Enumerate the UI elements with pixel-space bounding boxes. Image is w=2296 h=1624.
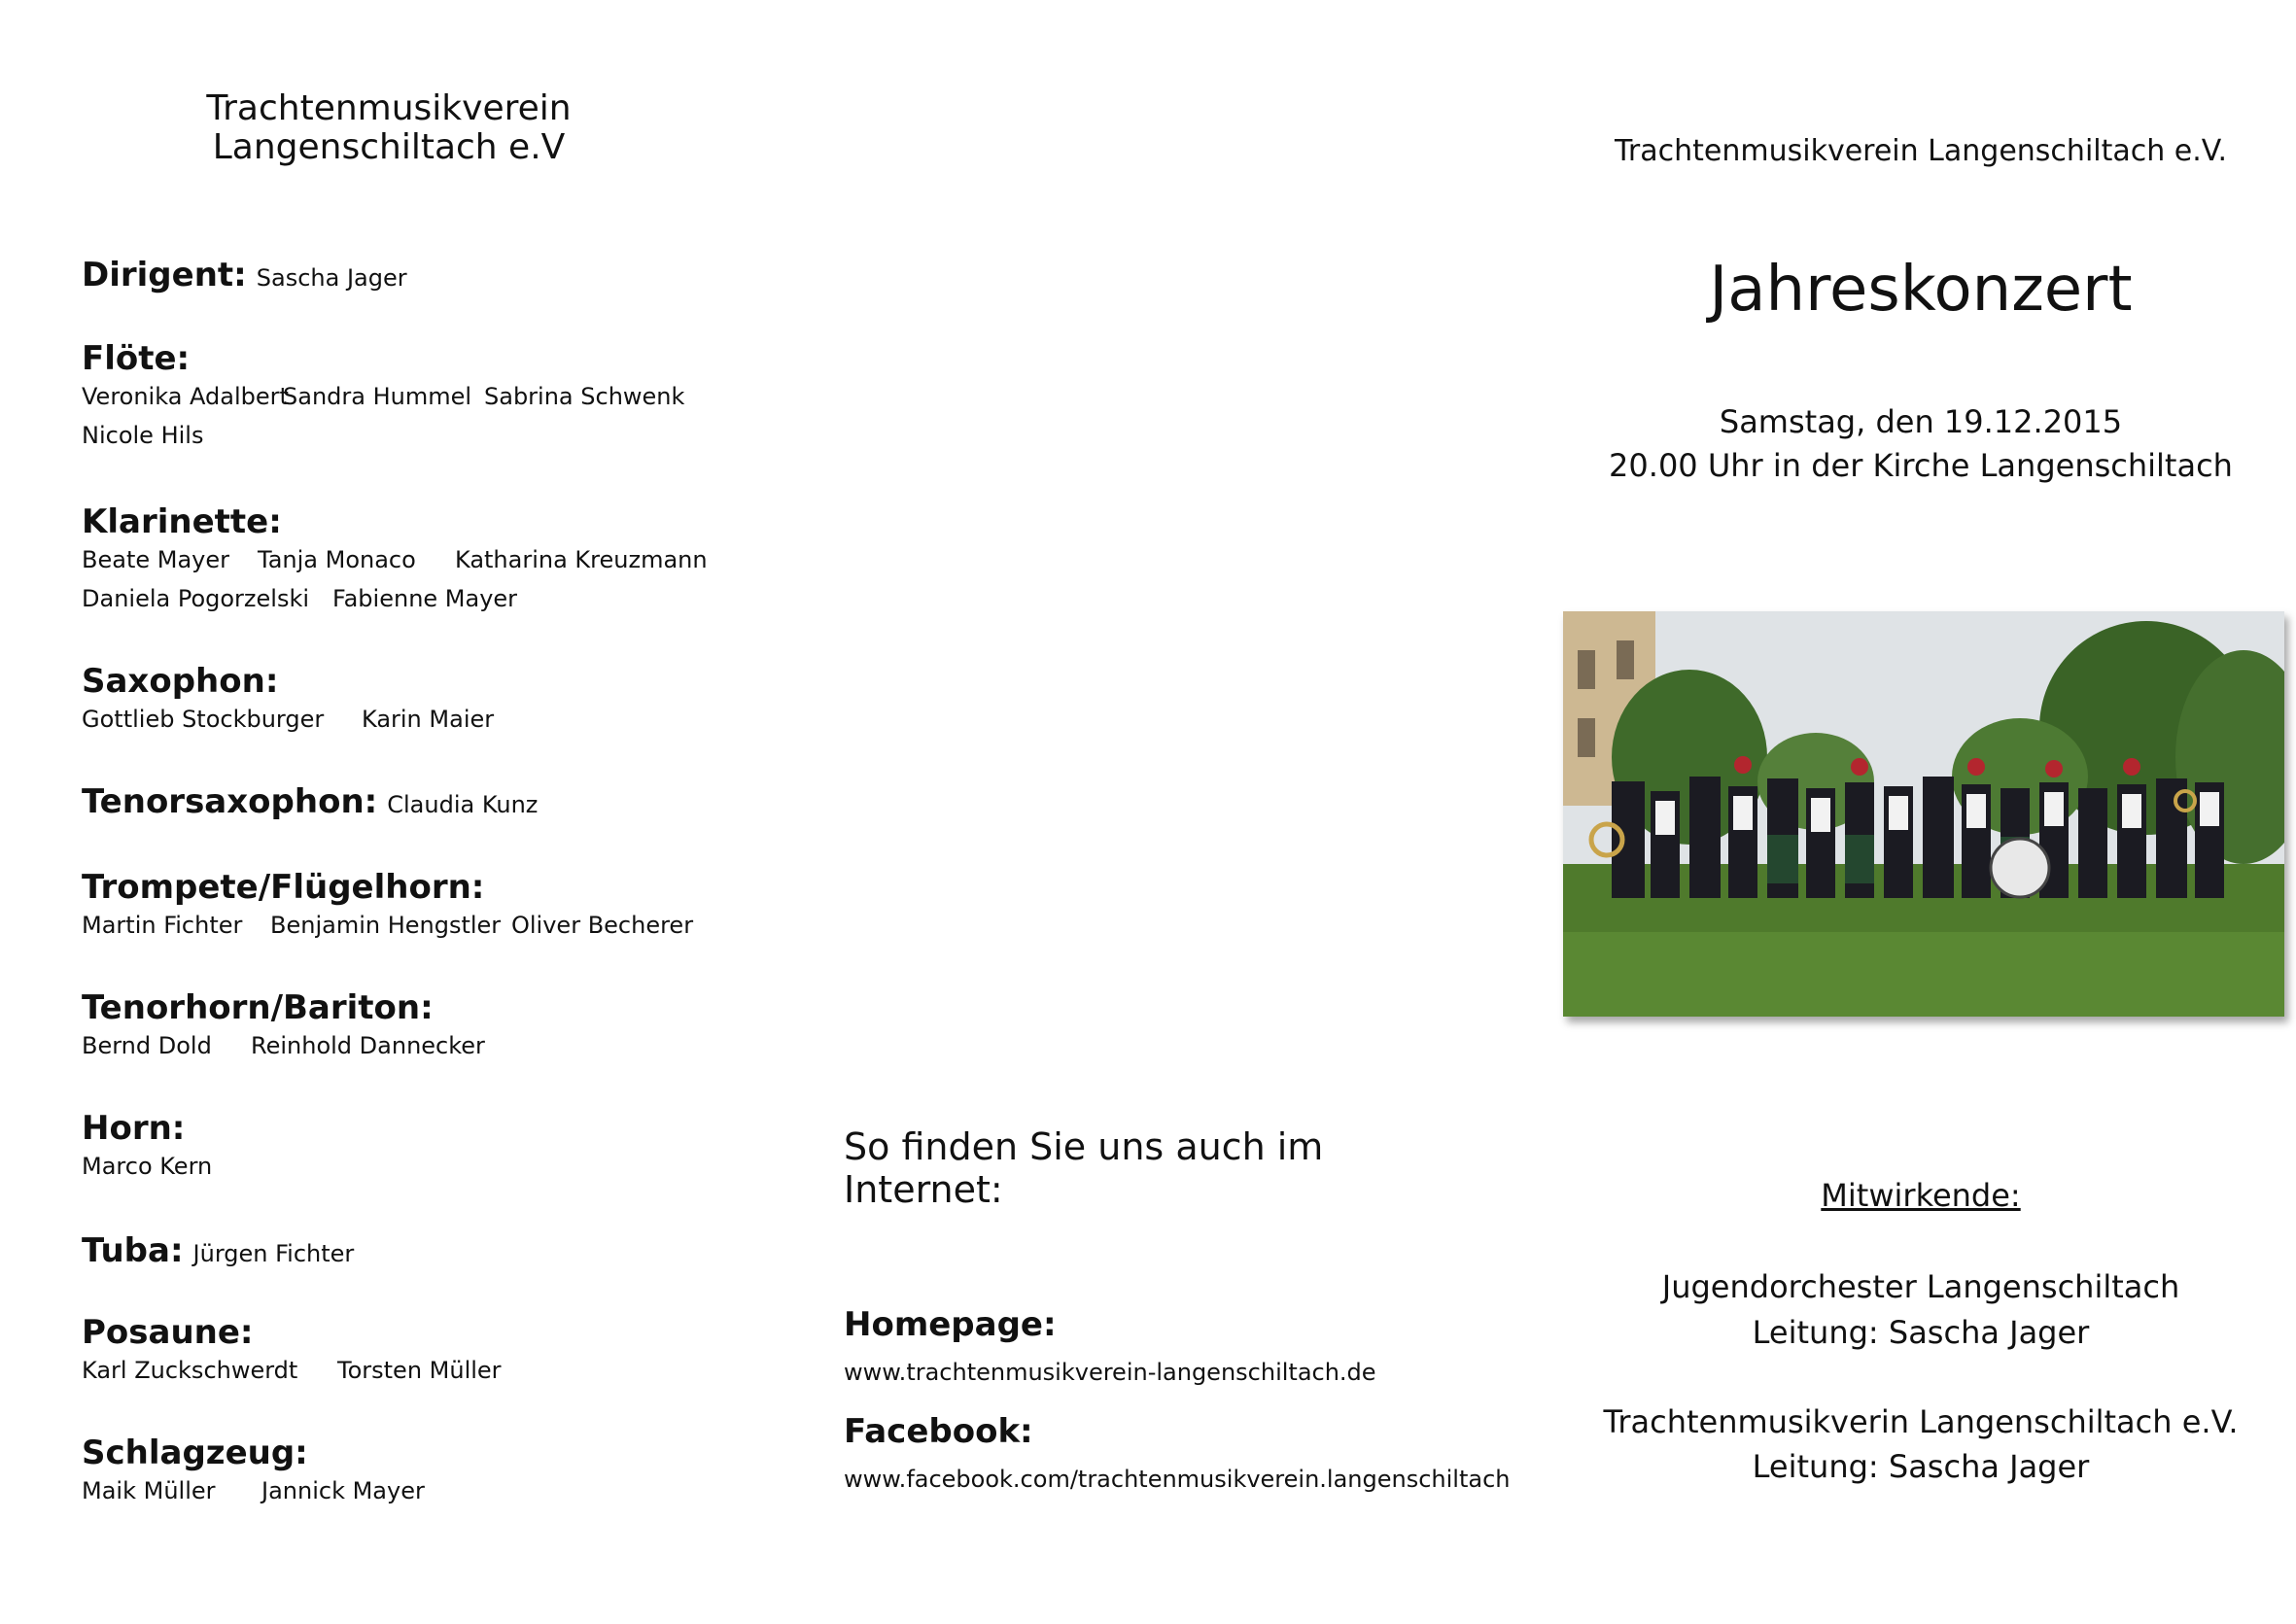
posaune-title: Posaune:: [82, 1313, 254, 1352]
saxophon-title: Saxophon:: [82, 662, 279, 701]
member-name: Karin Maier: [362, 706, 495, 733]
klarinette-title: Klarinette:: [82, 502, 282, 541]
klarinette-row1: [82, 540, 782, 579]
member-name: Oliver Becherer: [511, 912, 694, 939]
member-name: Karl Zuckschwerdt: [82, 1357, 298, 1384]
member-name: Torsten Müller: [337, 1357, 502, 1384]
participant2-name: Trachtenmusikverin Langenschiltach e.V.: [1603, 1403, 2239, 1440]
member-name: Fabienne Mayer: [332, 585, 518, 612]
member-name: Tanja Monaco: [258, 546, 416, 573]
club-name-left: [146, 89, 632, 167]
klarinette-row2: [82, 579, 782, 618]
member-name: Daniela Pogorzelski: [82, 585, 310, 612]
section-dirigent: [82, 257, 782, 296]
member-name: Sabrina Schwenk: [484, 383, 685, 410]
member-name: Veronika Adalbert: [82, 383, 289, 410]
floete-row2: [82, 416, 782, 455]
section-horn: [82, 1110, 782, 1186]
band-group-photo: [1563, 611, 2284, 1017]
concert-date: Samstag, den 19.12.2015: [1719, 403, 2123, 440]
member-name: Martin Fichter: [82, 912, 243, 939]
tenorsaxophon-name: Claudia Kunz: [387, 791, 539, 818]
internet-heading-line2: Internet:: [844, 1168, 1003, 1211]
participant2-lead: Leitung: Sascha Jager: [1752, 1448, 2090, 1485]
member-name: Jannick Mayer: [261, 1477, 425, 1504]
participant1-name: Jugendorchester Langenschiltach: [1661, 1268, 2180, 1305]
schlagzeug-title: Schlagzeug:: [82, 1434, 308, 1472]
section-trompete: [82, 869, 782, 945]
tenorhorn-row1: [82, 1026, 782, 1065]
club-name-left-line1: Trachtenmusikverein: [206, 88, 572, 128]
saxophon-row1: [82, 700, 782, 739]
dirigent-name: Sascha Jager: [256, 264, 407, 292]
homepage-link[interactable]: www.trachtenmusikverein-langenschiltach.de: [844, 1359, 1376, 1386]
member-name: Reinhold Dannecker: [251, 1032, 485, 1059]
facebook-link[interactable]: www.facebook.com/trachtenmusikverein.langenschiltach: [844, 1466, 1511, 1493]
section-saxophon: [82, 663, 782, 739]
member-name: Benjamin Hengstler: [270, 912, 502, 939]
tuba-name: Jürgen Fichter: [192, 1240, 355, 1267]
horn-title: Horn:: [82, 1109, 186, 1148]
band-photo-illustration: [1563, 611, 2284, 1017]
section-klarinette: [82, 503, 782, 618]
tenorhorn-title: Tenorhorn/Bariton:: [82, 988, 434, 1027]
member-name: Maik Müller: [82, 1477, 216, 1504]
section-posaune: [82, 1314, 782, 1390]
section-tuba: [82, 1232, 782, 1272]
member-name: Bernd Dold: [82, 1032, 212, 1059]
section-floete: [82, 340, 782, 455]
tenorsaxophon-title: Tenorsaxophon:: [82, 782, 378, 821]
member-name: Sandra Hummel: [283, 383, 472, 410]
posaune-row1: [82, 1351, 782, 1390]
member-name: Katharina Kreuzmann: [455, 546, 708, 573]
participants-heading: Mitwirkende:: [1821, 1177, 2021, 1214]
concert-title: Jahreskonzert: [1709, 254, 2133, 326]
horn-row1: [82, 1147, 782, 1186]
facebook-label: Facebook:: [844, 1412, 1033, 1451]
section-schlagzeug: [82, 1434, 782, 1510]
internet-heading-line1: So finden Sie uns auch im: [844, 1125, 1324, 1168]
internet-heading: [844, 1125, 1349, 1211]
participant1-lead: Leitung: Sascha Jager: [1752, 1314, 2090, 1351]
concert-time-place: 20.00 Uhr in der Kirche Langenschiltach: [1609, 447, 2233, 484]
section-tenorsaxophon: [82, 783, 782, 823]
schlagzeug-row1: [82, 1471, 782, 1510]
club-name-right: Trachtenmusikverein Langenschiltach e.V.: [1615, 134, 2227, 168]
floete-row1: [82, 377, 782, 416]
dirigent-title: Dirigent:: [82, 256, 247, 294]
member-name: Gottlieb Stockburger: [82, 706, 325, 733]
floete-title: Flöte:: [82, 339, 191, 378]
club-name-left-line2: Langenschiltach e.V: [212, 127, 566, 167]
trompete-title: Trompete/Flügelhorn:: [82, 868, 485, 907]
trompete-row1: [82, 906, 782, 945]
homepage-label: Homepage:: [844, 1305, 1057, 1344]
member-name: Nicole Hils: [82, 422, 204, 449]
member-name: Marco Kern: [82, 1153, 213, 1180]
tuba-title: Tuba:: [82, 1231, 184, 1270]
section-tenorhorn: [82, 989, 782, 1065]
member-name: Beate Mayer: [82, 546, 229, 573]
